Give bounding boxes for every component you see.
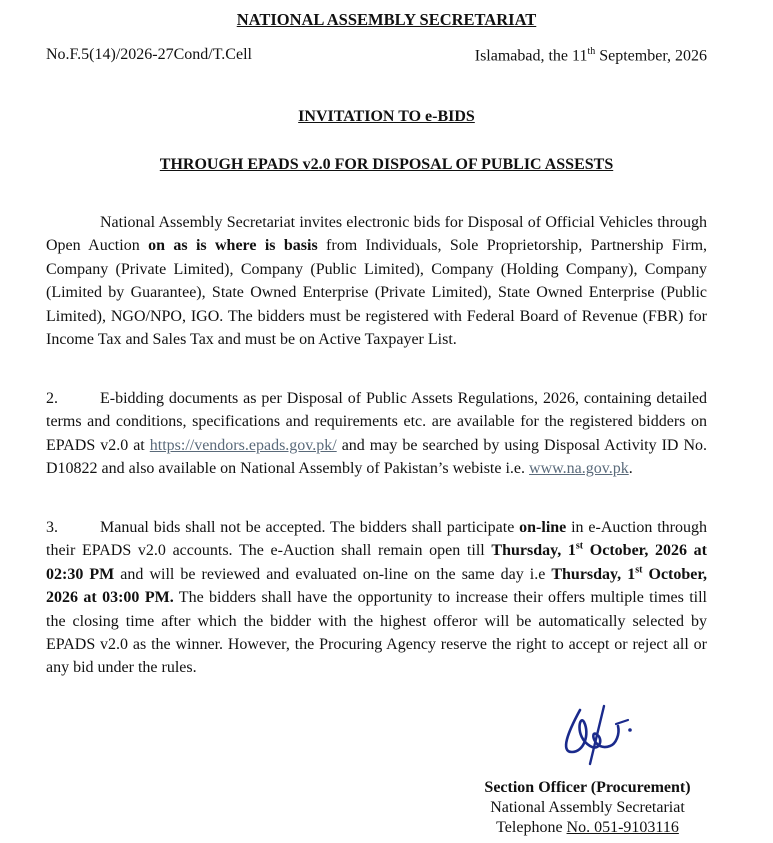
paragraph-1 xyxy=(46,211,707,351)
signature-block xyxy=(460,778,715,838)
date-superscript: th xyxy=(587,46,596,57)
p3-text-1: Manual bids shall not be accepted. The bidders shall participate xyxy=(100,519,520,536)
p3-text-4: The bidders shall have the opportunity to increase their offers multiple times till the closing time after which the bidder with the highest offeror will be automatically selected by EPADS v2.0 as the winner. However, the Procuring Agency reserve the right to accept or reject all or any bid under the rules. xyxy=(46,589,708,677)
p3-open-till-a: Thursday, 1 xyxy=(491,542,576,560)
signatory-organization: National Assembly Secretariat xyxy=(490,799,685,816)
p3-text-2: in e-Auction through their EPADS v2.0 accounts. The e-Auction shall remain open till xyxy=(46,519,707,560)
p3-number: 3. xyxy=(46,519,58,536)
p1-text-1: National Assembly Secretariat invites electronic bids for Disposal of Official Vehicles through Open Auction xyxy=(46,214,707,255)
p3-open-till-sup: st xyxy=(575,541,584,553)
paragraph-3 xyxy=(46,516,707,680)
na-website-link[interactable]: www.na.gov.pk xyxy=(529,460,629,478)
p3-text-3: and will be reviewed and evaluated on-line on the same day i.e xyxy=(114,565,552,583)
p3-evaluated-a: Thursday, 1 xyxy=(551,565,636,583)
signatory-title: Section Officer (Procurement) xyxy=(484,779,691,796)
p3-evaluated-sup: st xyxy=(635,564,643,576)
telephone-label: Telephone xyxy=(496,819,567,836)
date-suffix: September, 2026 xyxy=(595,47,707,65)
telephone-line xyxy=(460,818,715,838)
signature-icon xyxy=(550,700,640,770)
date-prefix: Islamabad, the 11 xyxy=(474,47,588,65)
dateline xyxy=(475,46,707,65)
organization-title: NATIONAL ASSEMBLY SECRETARIAT xyxy=(236,10,537,29)
paragraph-2 xyxy=(46,387,707,481)
telephone-number: No. 051-9103116 xyxy=(566,819,679,836)
p1-bold-1: on as is where is basis xyxy=(148,237,318,255)
p3-evaluated-b: October, 2026 at 03:00 PM. xyxy=(46,565,708,607)
p2-number: 2. xyxy=(46,390,58,407)
p3-bold-online: on-line xyxy=(519,519,567,536)
reference-number: No.F.5(14)/2026-27Cond/T.Cell xyxy=(46,46,252,63)
epads-link[interactable]: https://vendors.epads.gov.pk/ xyxy=(149,436,337,454)
heading-disposal: THROUGH EPADS v2.0 FOR DISPOSAL OF PUBLIC ASSESTS xyxy=(159,156,614,173)
p2-text-3: . xyxy=(628,460,633,478)
p3-open-till-b: October, 2026 at 02:30 PM xyxy=(46,542,707,583)
p2-text-2: and may be searched by using Disposal Activity ID No. D10822 and also available on National Assembly of Pakistan’s webiste i.e. xyxy=(46,436,708,478)
p1-text-2: from Individuals, Sole Proprietorship, Partnership Firm, Company (Private Limited), Company (Public Limited), Company (Holding Company), Company (Limited by Guarantee), State Owned Enterprise (Private Limited), State Owned Enterprise (Public Limited), NGO/NPO, IGO. The bidders must be registered with Federal Board of Revenue (FBR) for Income Tax and Sales Tax and must be on Active Taxpayer List. xyxy=(46,237,708,349)
p2-text-1: E-bidding documents as per Disposal of Public Assets Regulations, 2026, containing detailed terms and conditions, specifications and requirements etc. are available for the registered bidders on EPADS v2.0 at xyxy=(46,390,707,454)
heading-invitation: INVITATION TO e-BIDS xyxy=(298,108,475,125)
